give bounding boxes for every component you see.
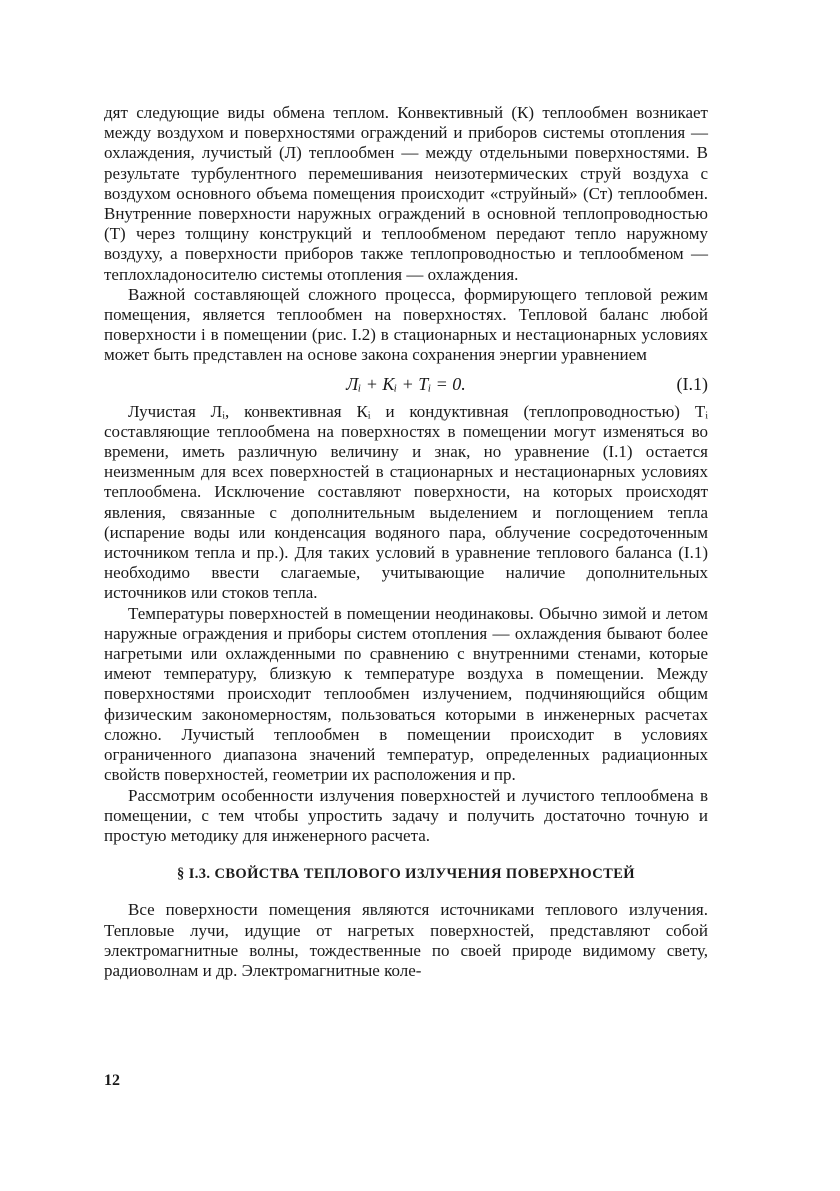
paragraph-surface-heat-balance: Важной составляющей сложного процесса, формирующего тепловой режим помещения, является теплообмен на поверхностях. Тепловой баланс любой поверхности i в помещении (рис. I.2) в стационарных и нестационарных условиях может быть представлен на основе закона сохранения энергии уравнением xyxy=(104,284,708,365)
page-number: 12 xyxy=(104,1072,120,1089)
section-heading: § I.3. СВОЙСТВА ТЕПЛОВОГО ИЗЛУЧЕНИЯ ПОВЕРХНОСТЕЙ xyxy=(177,866,635,883)
paragraph-heat-exchange-types: дят следующие виды обмена теплом. Конвективный (К) теплообмен возникает между воздухом и поверхностями ограждений и приборов системы отопления — охлаждения, лучистый (Л) теплообмен — между отдельными поверхностями. В результате турбулентного перемешивания неизотермических струй воздуха с воздухом основного объема помещения происходит «струйный» (Ст) теплообмен. Внутренние поверхности наружных ограждений в основной теплопроводностью (Т) через толщину конструкций и теплообменом передают тепло наружному воздуху, а поверхности приборов также теплопроводностью и теплообменом — теплохладоносителю системы отопления — охлаждения. xyxy=(104,103,708,284)
paragraph-heat-balance-components: Лучистая Лᵢ, конвективная Кᵢ и кондуктивная (теплопроводностью) Тᵢ составляющие теплообмена на поверхностях в помещении могут изменяться во времени, иметь различную величину и знак, но уравнение (I.1) остается неизменным для всех поверхностей в стационарных и нестационарных условиях теплообмена. Исключение составляют поверхности, на которых происходят явления, связанные с дополнительным выделением и поглощением тепла (испарение воды или конденсация водяного пара, облучение сосредоточенным источником тепла и пр.). Для таких условий в уравнение теплового баланса (I.1) необходимо ввести слагаемые, учитывающие наличие дополнительных источников или стоков тепла. xyxy=(104,401,708,603)
equation-i1 xyxy=(104,366,708,402)
paragraph-radiation-features: Рассмотрим особенности излучения поверхностей и лучистого теплообмена в помещении, с тем чтобы упростить задачу и получить достаточно точную и простую методику для инженерного расчета. xyxy=(104,785,708,845)
page-body xyxy=(104,103,708,981)
equation-expression: Лᵢ + Кᵢ + Тᵢ = 0. xyxy=(346,373,466,394)
paragraph-thermal-radiation: Все поверхности помещения являются источниками теплового излучения. Тепловые лучи, идущие от нагретых поверхностей, представляют собой электромагнитные волны, тождественные по своей природе видимому свету, радиоволнам и др. Электромагнитные коле- xyxy=(104,900,708,980)
paragraph-surface-temperatures: Температуры поверхностей в помещении неодинаковы. Обычно зимой и летом наружные ограждения и приборы систем отопления — охлаждения бывают более нагретыми или охлажденными по сравнению с внутренними стенами, которые имеют температуру, близкую к температуре воздуха в помещении. Между поверхностями происходит теплообмен излучением, подчиняющийся общим физическим закономерностям, пользоваться которыми в инженерных расчетах сложно. Лучистый теплообмен в помещении происходит в условиях ограниченного диапазона значений температур, определенных радиационных свойств поверхностей, геометрии их расположения и пр. xyxy=(104,603,708,785)
equation-number: (I.1) xyxy=(676,373,708,394)
